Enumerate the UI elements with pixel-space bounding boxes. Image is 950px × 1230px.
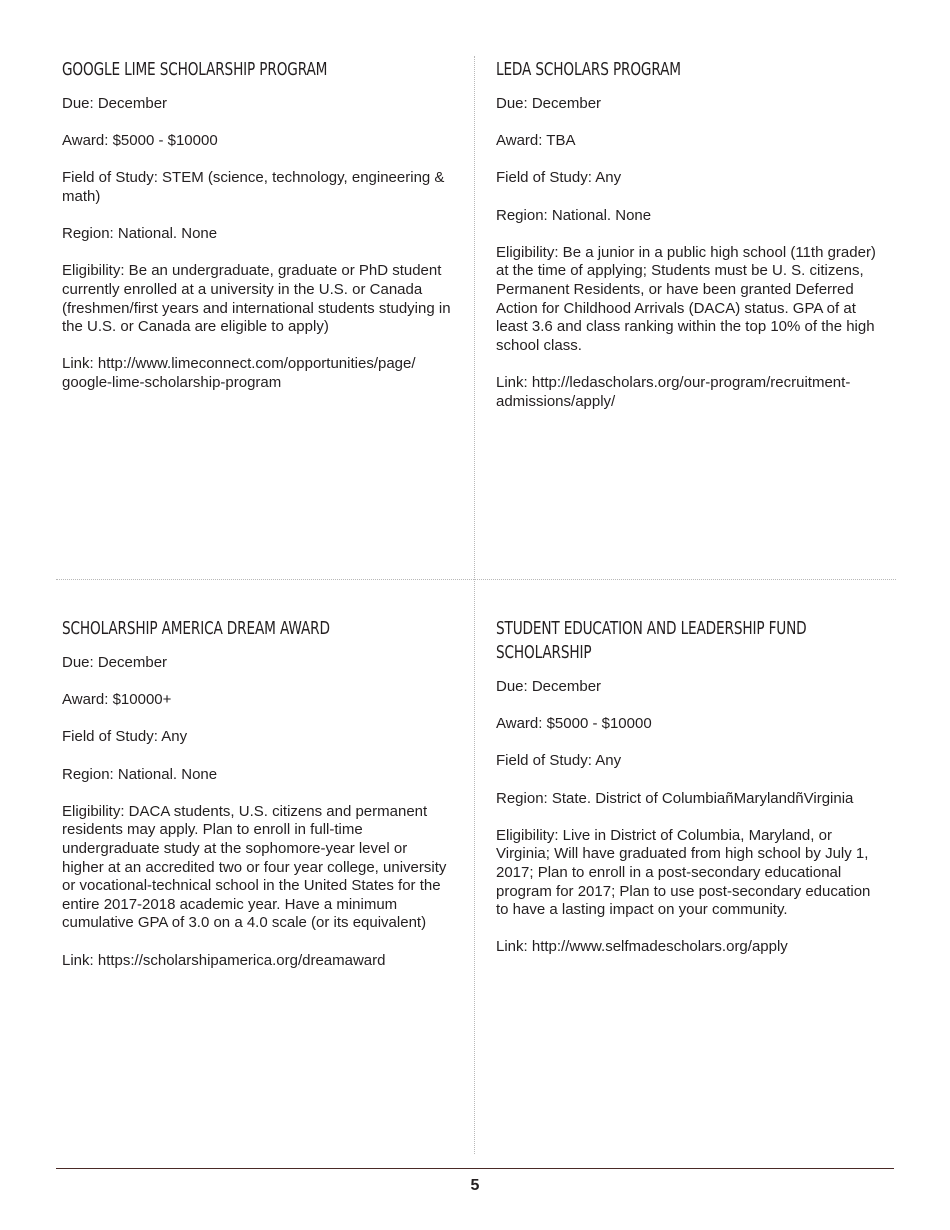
due-date: Due: December bbox=[496, 678, 602, 695]
scholarship-title: STUDENT EDUCATION AND LEADERSHIP FUND SCHOLARSHIP bbox=[496, 619, 807, 663]
region: Region: National. None bbox=[62, 225, 218, 243]
region: Region: National. None bbox=[496, 206, 652, 224]
award-amount: Award: $5000 - $10000 bbox=[62, 132, 218, 150]
scholarship-card-self-made bbox=[496, 617, 886, 976]
due-date: Due: December bbox=[62, 95, 168, 112]
due-date: Due: December bbox=[62, 654, 168, 671]
horizontal-divider bbox=[56, 579, 896, 580]
award-amount: Award: $10000+ bbox=[62, 691, 172, 709]
scholarship-card-dream-award bbox=[62, 617, 452, 989]
footer-rule bbox=[56, 1168, 894, 1169]
scholarship-title: GOOGLE LIME SCHOLARSHIP PROGRAM bbox=[62, 60, 328, 80]
vertical-divider bbox=[474, 56, 475, 1154]
eligibility: Eligibility: DACA students, U.S. citizens and permanent residents may apply. Plan to enroll in full-time undergraduate study at the sophomore-year level or higher at an accredited two or four year college, university or vocational-technical school in the United States for the entire 2017-2018 academic year. Have a minimum cumulative GPA of 3.0 on a 4.0 scale (or its equivalent) bbox=[62, 802, 447, 932]
due-date: Due: December bbox=[496, 95, 602, 112]
field-of-study: Field of Study: Any bbox=[62, 728, 188, 746]
eligibility: Eligibility: Be a junior in a public high school (11th grader) at the time of applying; Students must be U. S. citizens, Permanent Residents, or have been granted Deferred Action for Childhood Arrivals (DACA) status. GPA of at least 3.6 and class ranking within the top 10% of the high school class. bbox=[496, 243, 876, 354]
eligibility: Eligibility: Live in District of Columbia, Maryland, or Virginia; Will have graduated from high school by July 1, 2017; Plan to enroll in a post-secondary educational program for 2017; Plan to use post-secondary education to have a lasting impact on your community. bbox=[496, 826, 871, 919]
field-of-study: Field of Study: Any bbox=[496, 752, 622, 770]
award-amount: Award: TBA bbox=[496, 132, 576, 150]
scholarship-card-leda bbox=[496, 58, 886, 430]
scholarship-title: SCHOLARSHIP AMERICA DREAM AWARD bbox=[62, 619, 330, 639]
page-number: 5 bbox=[470, 1177, 480, 1194]
region: Region: State. District of ColumbiañMarylandñVirginia bbox=[496, 789, 854, 807]
field-of-study: Field of Study: Any bbox=[496, 169, 622, 187]
eligibility: Eligibility: Be an undergraduate, graduate or PhD student currently enrolled at a university in the U.S. or Canada (freshmen/first years and international students studying in the U.S. or Canada are eligible to apply) bbox=[62, 262, 451, 336]
scholarship-card-google-lime bbox=[62, 58, 452, 411]
region: Region: National. None bbox=[62, 765, 218, 783]
link[interactable]: Link: http://ledascholars.org/our-program/recruitment-admissions/apply/ bbox=[496, 373, 851, 410]
link[interactable]: Link: http://www.limeconnect.com/opportunities/page/ google-lime-scholarship-program bbox=[62, 355, 416, 391]
award-amount: Award: $5000 - $10000 bbox=[496, 715, 652, 733]
link[interactable]: Link: http://www.selfmadescholars.org/apply bbox=[496, 938, 788, 956]
scholarship-title: LEDA SCHOLARS PROGRAM bbox=[496, 60, 681, 80]
link[interactable]: Link: https://scholarshipamerica.org/dreamaward bbox=[62, 951, 386, 969]
field-of-study: Field of Study: STEM (science, technology, engineering & math) bbox=[62, 169, 445, 205]
